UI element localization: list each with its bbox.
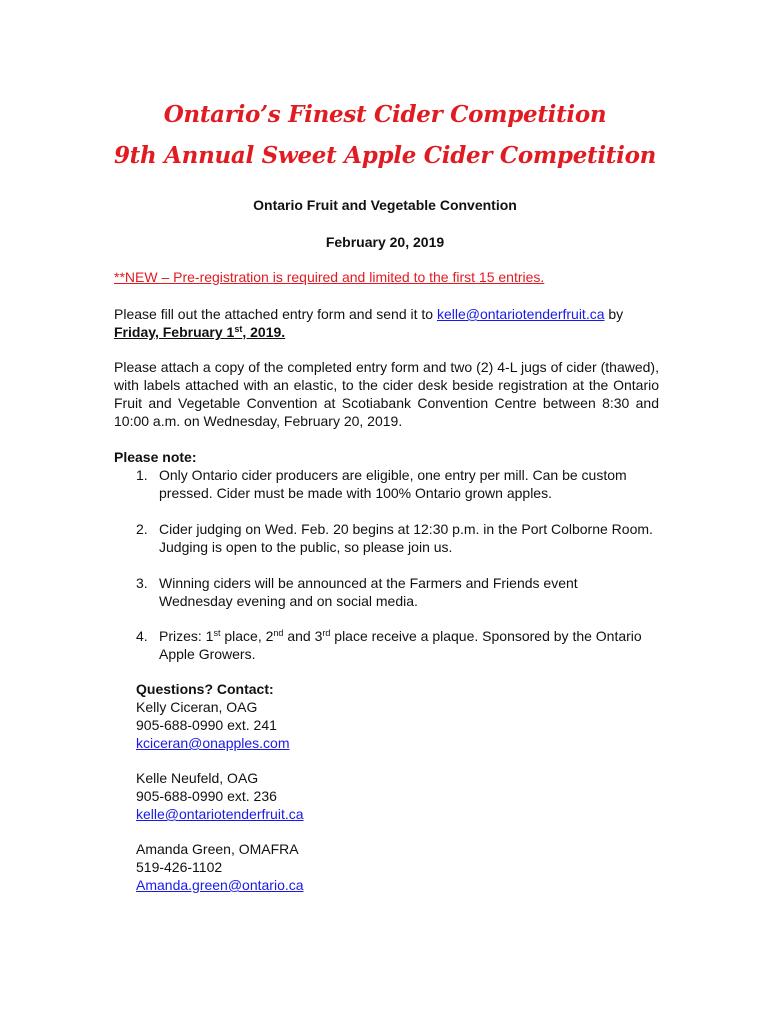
submission-email-link[interactable]: kelle@ontariotenderfruit.ca [436, 306, 605, 322]
contact-email-link[interactable]: kelle@ontariotenderfruit.ca [136, 806, 304, 822]
contacts-heading: Questions? Contact: [136, 681, 274, 697]
contact-phone: 519-426-1102 [136, 859, 223, 875]
instructions-paragraph: Please attach a copy of the completed entry form and two (2) 4-L jugs of cider (thawed), with labels attached with an elastic, to the cider desk beside registration at the Ontario Fruit and Vegetable Convention at Scotiabank Convention Centre between 8:30 and 10:00 a.m. on Wednesday, February 20, 2019. [114, 359, 659, 429]
contact-name: Kelly Ciceran, OAG [136, 699, 258, 715]
contact-phone: 905-688-0990 ext. 241 [136, 717, 277, 733]
contact-card [136, 840, 536, 894]
competition-title: Ontario’s Finest Cider Competition [163, 101, 607, 128]
please-note-heading: Please note: [114, 449, 197, 465]
submission-text: Please fill out the attached entry form and send it to [114, 306, 437, 322]
contact-name: Amanda Green, OMAFRA [136, 841, 299, 857]
pre-registration-notice [114, 268, 659, 286]
event-date: February 20, 2019 [325, 234, 445, 250]
contact-phone: 905-688-0990 ext. 236 [136, 788, 277, 804]
contact-name: Kelle Neufeld, OAG [136, 770, 259, 786]
submission-deadline: Friday, February 1st, 2019. [114, 324, 286, 340]
submission-by: by [604, 306, 624, 322]
notice-text: **NEW – Pre-registration is required and limited to the first 15 entries. [114, 269, 545, 285]
document-page: Ontario’s Finest Cider Competition 9th Annual Sweet Apple Cider Competition Ontario Fruit and Vegetable Convention February 20, 2019 **NEW – Pre-registration is required and limited to the first 15 entries. Please fill out the attached entry form and send it to kelle@ontariotenderfruit.ca by Friday, February 1st, 2019. Please attach a copy of the completed entry form and two (2) 4-L jugs of cider (thawed), with labels attached with an elastic, to the cider desk beside registration at the Ontario Fruit and Vegetable Convention at Scotiabank Convention Centre between 8:30 and 10:00 a.m. on Wednesday, February 20, 2019. Please note: 1. Only Ontario cider producers are eligible, one entry per mill. Can be custom pressed. Cider must be made with 100% Ontario grown apples. 2. Cider judging on Wed. Feb. 20 begins at 12:30 p.m. in the Port Colborne Room. Judging is open to the public, so please join us. 3. Winning ciders will be announced at the Farmers and Friends event Wednesday evening and on social media. 4. Prizes: 1st place, 2nd and 3rd place receive a plaque. Sponsored by the Ontario Apple Growers. Questions? Contact: Kelly Ciceran, OAG 905-688-0990 ext. 241 kciceran@onapples.com Kelle Neufeld, OAG 905-688-0990 ext. 236 kelle@ontariotenderfruit.ca Amanda Green, OMAFRA 519-426-1102 Amanda.green@ontario.ca [0, 0, 770, 1024]
contact-card [136, 769, 536, 823]
submission-paragraph [114, 305, 659, 341]
event-name: Ontario Fruit and Vegetable Convention [253, 197, 517, 213]
prizes-text: Prizes: 1st place, 2nd and 3rd place receive a plaque. Sponsored by the Ontario Apple Growers. [159, 628, 642, 662]
contact-email-link[interactable]: kciceran@onapples.com [136, 735, 290, 751]
competition-subtitle: 9th Annual Sweet Apple Cider Competition [113, 142, 657, 169]
contact-card [136, 698, 536, 752]
contact-email-link[interactable]: Amanda.green@ontario.ca [136, 877, 304, 893]
